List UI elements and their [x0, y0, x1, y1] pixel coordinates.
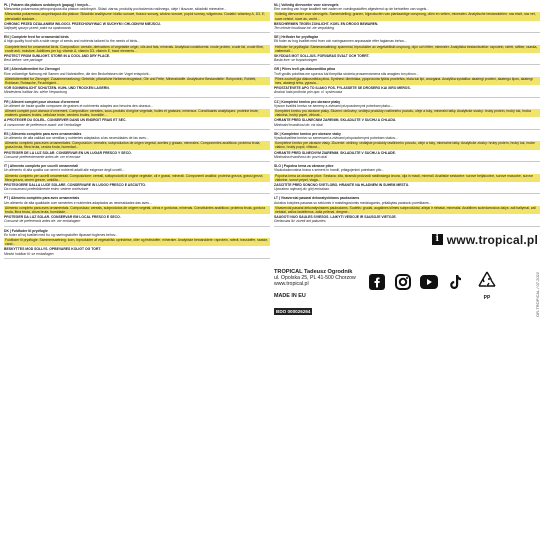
language-block	[274, 67, 540, 97]
block-description: Ett foder av hog kvalitet med froer och naringsamnen anpassade efter faglarnas behov...	[274, 39, 407, 44]
storage-warning: VOR SONNENLICHT SCHUTZEN. KUHL UND TROCKEN LAGERN.	[4, 86, 110, 91]
best-before-note: Geriausias iki: ziureti ant pakuotes	[274, 219, 326, 224]
website-text: www.tropical.pl	[446, 232, 538, 247]
company-info	[274, 269, 356, 288]
company-name: TROPICAL Tadeusz Ogrodnik	[274, 268, 353, 275]
left-column	[4, 3, 270, 547]
language-block	[4, 164, 270, 194]
block-heading: GR | Plires trofi gia diakosmitika ptina	[274, 67, 336, 72]
block-description: Un alimento di alta qualita con semi e nutrienti adatti alle esigenze degli uccelli...	[4, 168, 125, 173]
best-before-note: Minimalni trvanlivost do: viz obal	[274, 122, 323, 127]
block-description: Un alimento de alta calidad con semillas y nutrientes adaptados a las necesidades de las aves...	[4, 136, 149, 141]
made-in-label: MADE IN EU	[274, 292, 306, 299]
best-before-note: Ten minste houdbaar tot: zie verpakking	[274, 26, 334, 31]
storage-warning: PROTEGER DA LUZ SOLAR. CONSERVAR EM LOCAL FRESCO E SECO.	[4, 215, 121, 220]
storage-warning: A PROTEGER DU SOLEIL. CONSERVER DANS UN ENDROIT FRAIS ET SEC.	[4, 118, 127, 123]
composition-highlight	[4, 12, 270, 20]
website-banner	[432, 233, 538, 247]
block-heading: IT | Alimento completo per uccelli ornamentali	[4, 164, 79, 169]
composition-text: Alimento completo per uccelli ornamentali. Composizione: cereali, sottoprodotti di origine vegetale, oli e grassi, minerali. Componenti analitici: proteina grezza, grassi grezzi, fibra grezza, ceneri grezze, umidita...	[5, 173, 264, 182]
language-block	[4, 35, 270, 65]
block-description: Vysoce kvalitni krmivo se semeny a zivinami prizpusobenymi potrebam ptaku...	[274, 103, 393, 108]
vertical-code: OR-TROPICAL / 07.2022	[535, 271, 540, 317]
block-description: Un aliment de haute qualite composee de graines et nutriments adaptes aux besoins des oiseaux...	[4, 103, 154, 108]
storage-warning: CHRANTE PRED SLNECNYM ZIARENIM. SKLADUJTE V SUCHU A CHLADE.	[274, 150, 396, 155]
footer	[274, 231, 540, 323]
block-heading: PT | Alimento completo para aves ornamentais	[4, 196, 80, 201]
block-heading: FR | Aliment complet pour oiseaux d'ornement	[4, 99, 79, 104]
info-icon: i	[432, 234, 443, 245]
composition-text: Alimento completo para aves ornamentais. Composicao: cereais, subprodutos de origem vegetal, oleos e gorduras, minerais. Constituintes analiticos: proteina bruta, gordura bruta, fibra bruta, cinza bruta, humidade...	[5, 205, 266, 214]
best-before-note: A consommer de preference avant: voir l'emballage	[4, 122, 82, 127]
storage-warning: ZASCITITE PRED SONCNO SVETLOBO. HRANITE NA HLADNEM IN SUHEM MESTU.	[274, 182, 410, 187]
block-description: A high quality food with a wide range of seeds and nutrients tailored to the needs of birds...	[4, 39, 140, 44]
composition-highlight	[274, 141, 540, 149]
block-description: Visokokakovostna hrana s semeni in hranili, prilagojenimi potrebam ptic...	[274, 168, 385, 173]
composition-highlight	[4, 141, 270, 149]
storage-warning: SKYDDAS MOT SOLLJUS. FORVARAS SVALT OCH TORRT.	[274, 54, 370, 59]
best-before-note: Da consumarsi preferibilmente entro: vedere confezione	[4, 187, 89, 192]
storage-warning: PROTEGER DE LA LUZ SOLAR. CONSERVAR EN UN LUGAR FRESCO Y SECO.	[4, 150, 132, 155]
block-heading: SLO | Popolna krma za okrasne ptice	[274, 164, 334, 169]
storage-warning: SAUGOTI NUO SAULES SVIESOS. LAIKYTI VESIOJE IR SAUSOJE VIETOJE.	[274, 215, 397, 220]
language-block	[274, 100, 540, 130]
storage-warning: PROTECT FROM SUNLIGHT. STORE IN A COOL AND DRY PLACE.	[4, 54, 111, 59]
composition-text: Helfoder for prydfaglar. Sammansattning: spannmal, biprodukter av vegetabiliskt ursprung, oljor och fetter, mineraler. Analytiska bestandsdelar: raprotein, rafett, rafiber, raaska, vattenhalt...	[275, 44, 538, 53]
language-block	[4, 100, 270, 130]
composition-text: Visaverciai pasarai dekoratyviniams pauksciams. Sudetis: grudai, augalines kilmes subproduktai, aliejai ir riebalai, mineralai. Analitines sudedamosios dalys: zali baltymai, zali riebalai, zalios lastelienos, zalia pelenai, dregme...	[275, 205, 536, 214]
right-blocks	[274, 3, 540, 227]
language-block	[274, 132, 540, 162]
language-block	[4, 196, 270, 226]
tiktok-icon[interactable]	[446, 273, 464, 291]
language-block	[4, 67, 270, 97]
block-description: En foder af hoj kvalitet med fro og naeringsstoffer tilpasset fuglenes behov...	[4, 232, 118, 237]
recycling-mark	[476, 271, 498, 301]
block-description: Um alimento de alta qualidade com sementes e nutrientes adaptados as necessidades das aves...	[4, 200, 152, 205]
block-heading: PL | Pokarm dla ptakow ozdobnych (papug) i innych...	[4, 3, 91, 7]
right-column	[274, 3, 540, 547]
composition-text: Alleinfuttermittel fur Ziervogel. Zusammensetzung: Getreide, pflanzliche Nebenerzeugnisse, Ole und Fette, Mineralstoffe. Analytische Bestandteile: Rohprotein, Rohfett, Rohfaser, Rohasche, Feuchtigkeit...	[5, 76, 257, 86]
composition-highlight	[4, 109, 270, 117]
facebook-icon[interactable]	[368, 273, 386, 291]
composition-text: Plires zootrofi gia diakosmitika ptina. Synthesi: dimitriaka, ypoproionta fytikis proelefsis, elaia kai lipi, anorgana. Analytika systatika: akatergi proteini, akatergo lipos, akatergi ines, akatergi tefra, ygrasia...	[275, 76, 533, 86]
block-heading: DK | Fuldfoder til prydfugle	[4, 228, 48, 233]
composition-highlight	[4, 45, 270, 53]
best-before-note: Najlepiej spozyc przed: patrz na opakowaniu	[4, 26, 72, 31]
block-heading: NL | Volledig diervoeder voor siervogels	[274, 3, 339, 7]
best-before-note: Analosi kata protimisi prin apo: vl. syskevasia	[274, 90, 343, 95]
block-heading: LT | Visaverciai pasarai dekoratyviniams pauksciams	[274, 196, 360, 201]
social-icons	[368, 273, 464, 291]
best-before-note: Consumir preferentemente antes de: ver el envase	[4, 154, 81, 159]
language-block	[4, 3, 270, 33]
composition-highlight	[4, 77, 270, 85]
composition-highlight	[274, 174, 540, 182]
storage-warning: PROSTATEVETE APO TO ILIAKO FOS. FYLASSETE SE DROSERO KAI XIRO MEROS.	[274, 86, 411, 91]
recycle-label: PP	[483, 294, 491, 301]
composition-highlight	[4, 174, 270, 182]
block-description: Aukstos kokybes pasaras su seklomis ir maistingosiomis medziagomis, pritaikytas pauksciu poreikiams...	[274, 200, 432, 205]
best-before-note: Mindst holdbar til: se emballagen	[4, 251, 54, 256]
block-description: Trofi ypsilis poiotitas me sporous kai threptika stoixeia prosarmosmena stis anagkes ton ptinon...	[274, 71, 419, 76]
composition-text: Aliment complet pour oiseaux d'ornement. Composition: cereales, sous-produits d'origine vegetale, huiles et graisses, mineraux. Constituants analytiques: proteine brute, matieres grasses brutes, cellulose brute, cendres brutes, humidite...	[5, 109, 259, 118]
composition-highlight	[274, 206, 540, 214]
composition-text: Kompletne krmivo pre okrasne vtaky. Zlozenie: obilniny, vedlajsie produkty rastlinneho povodu, oleje a tuky, mineralne latky. Analyticke zlozky: hruby proteín, hrubý tuk, hrube vlakno, hrubý popol, vlhkost...	[275, 141, 536, 150]
instagram-icon[interactable]	[394, 273, 412, 291]
composition-highlight	[274, 109, 540, 117]
block-description: Eine vollwertige Nahrung mit Samen und Nahrstoffen, die den Bedurfnissen der Vogel entspricht...	[4, 71, 152, 76]
block-heading: EN | Complete feed for ornamental birds	[4, 35, 69, 40]
made-in-eu	[274, 293, 312, 318]
youtube-icon[interactable]	[420, 273, 438, 291]
composition-highlight	[274, 45, 540, 53]
storage-warning: CHRONIC PRZED DZIALANIEM WILGOCI. PRZECHOWYWAC W SUCHYM I CHLODNYM MIEJSCU.	[4, 21, 161, 26]
block-description: Mieszanka pokarmowa pelnoporcjowa dla ptakow ozdobnych. Sklad: ziarna, produkty pochodzenia roslinnego, oleje i tluszcze, skladniki mineralne...	[4, 7, 227, 12]
block-heading: SK | Kompletne krmivo pre okrasne vtaky	[274, 131, 341, 136]
block-description: Vysokokvalitne krmivo so semenami a zivinami prisposobenymi potrebam vtakov...	[274, 136, 398, 141]
block-heading: DE | Alleinfuttermittel fur Ziervogel	[4, 67, 60, 72]
composition-text: Kompletni krmivo pro okrasne ptaky. Slozeni: obiloviny, vedlejsi produkty rostlinneho puvodu, oleje a tuky, mineralni latky. Analyticke slozky: hruby protein, hrubý tuk, hruba vlaknina, hrubý popel, vlhkost...	[275, 109, 531, 118]
composition-text: Complete feed for ornamental birds. Composition: cereals, derivatives of vegetable origin, oils and fats, minerals. Analytical constituents: crude protein, crude fat, crude fibre, crude ash, moisture. Additives per kg: vitamin A, vitamin D3, vitamin E, trace elements...	[5, 44, 264, 53]
language-block	[274, 3, 540, 33]
best-before-note: Minimalna trvanlivost do: pozri obal	[274, 154, 327, 159]
composition-highlight	[274, 12, 540, 20]
language-block	[274, 35, 540, 65]
best-before-note: Consumir de preferencia antes de: ver embalagem	[4, 219, 81, 224]
composition-highlight	[4, 206, 270, 214]
block-heading: SE | Helfoder for prydfaglar	[274, 35, 319, 40]
label-sheet	[4, 3, 542, 547]
block-description: Een voeding van hoge kwaliteit met zaden en voedingsstoffen afgestemd op de behoeften van vogels...	[274, 7, 430, 12]
company-address: ul. Opolska 25, PL 41-500 Chorzow	[274, 274, 356, 281]
block-heading: ES | Alimento completo para aves ornamentales	[4, 131, 82, 136]
composition-highlight	[4, 238, 270, 246]
company-website: www.tropical.pl	[274, 281, 309, 288]
composition-text: Fuldfoder til prydfugle. Sammensaetning: korn, biprodukter af vegetabilsk oprindelse, olier og fedtstoffer, mineraler. Analytiske bestanddele: raprotein, rafedt, trasstoffer, raaske, vand...	[5, 237, 269, 247]
composition-text: Volledig diervoeder voor siervogels. Samenstelling: granen, bijproducten van plantaardige oorsprong, olien en vetten, mineralen. Analytische bestanddelen: ruw eiwit, ruw vet, ruwe celstof, ruwe as, vocht...	[275, 12, 536, 21]
block-heading: CZ | Kompletni krmivo pro okrasne ptaky	[274, 99, 341, 104]
composition-text: Alimento completo para aves ornamentales. Composicion: cereales, subproductos de origen vegetal, aceites y grasas, minerales. Componentes analiticos: proteina bruta, grasa bruta, fibra bruta, ceniza bruta, humedad...	[5, 141, 261, 150]
composition-text: Popolna krma za okrasne ptice. Sestava: zita, stranski proizvodi rastlinskega izvora, olja in masti, minerali. Analitske sestavine: surove beljakovine, surove mascobe, surove vlaknine, surovi pepel, vlaga...	[275, 173, 533, 182]
storage-warning: PROTEGGERE DALLA LUCE SOLARE. CONSERVARE IN LUOGO FRESCO E ASCIUTTO.	[4, 182, 146, 187]
composition-highlight	[274, 77, 540, 85]
recycle-icon	[477, 271, 497, 289]
best-before-note: Best before: see package	[4, 58, 43, 63]
language-block	[274, 164, 540, 194]
storage-warning: BESCHERMEN TEGEN ZONLICHT. KOEL EN DROOG BEWAREN.	[274, 21, 379, 26]
language-block	[4, 229, 270, 259]
language-block	[274, 196, 540, 226]
storage-warning: CHRANTE PRED SLUNECNIM ZARENIM. SKLADUJTE V SUCHU A CHLADU.	[274, 118, 397, 123]
bdo-badge: BDO 000026264	[276, 308, 311, 314]
best-before-note: Uporabno najmanj do: glej embalazo	[274, 187, 330, 192]
storage-warning: BESKYTTES MOD SOLLYS. OPBEVARES KOLIGT OG TORT.	[4, 247, 101, 252]
composition-text: Mieszanka pokarmowa uzupelniajaca dla ptakow. Skladniki analityczne: bialko surowe, tluszcz surowy, wlokno surowe, popiol surowy, wilgotnosc. Dodatki: witaminy A, D3, E; pierwiastki sladowe...	[5, 12, 266, 21]
best-before-note: Basta fore: se forpackningen	[274, 58, 318, 63]
language-block	[4, 132, 270, 162]
best-before-note: Mindestens haltbar bis: siehe Verpackung	[4, 90, 67, 95]
